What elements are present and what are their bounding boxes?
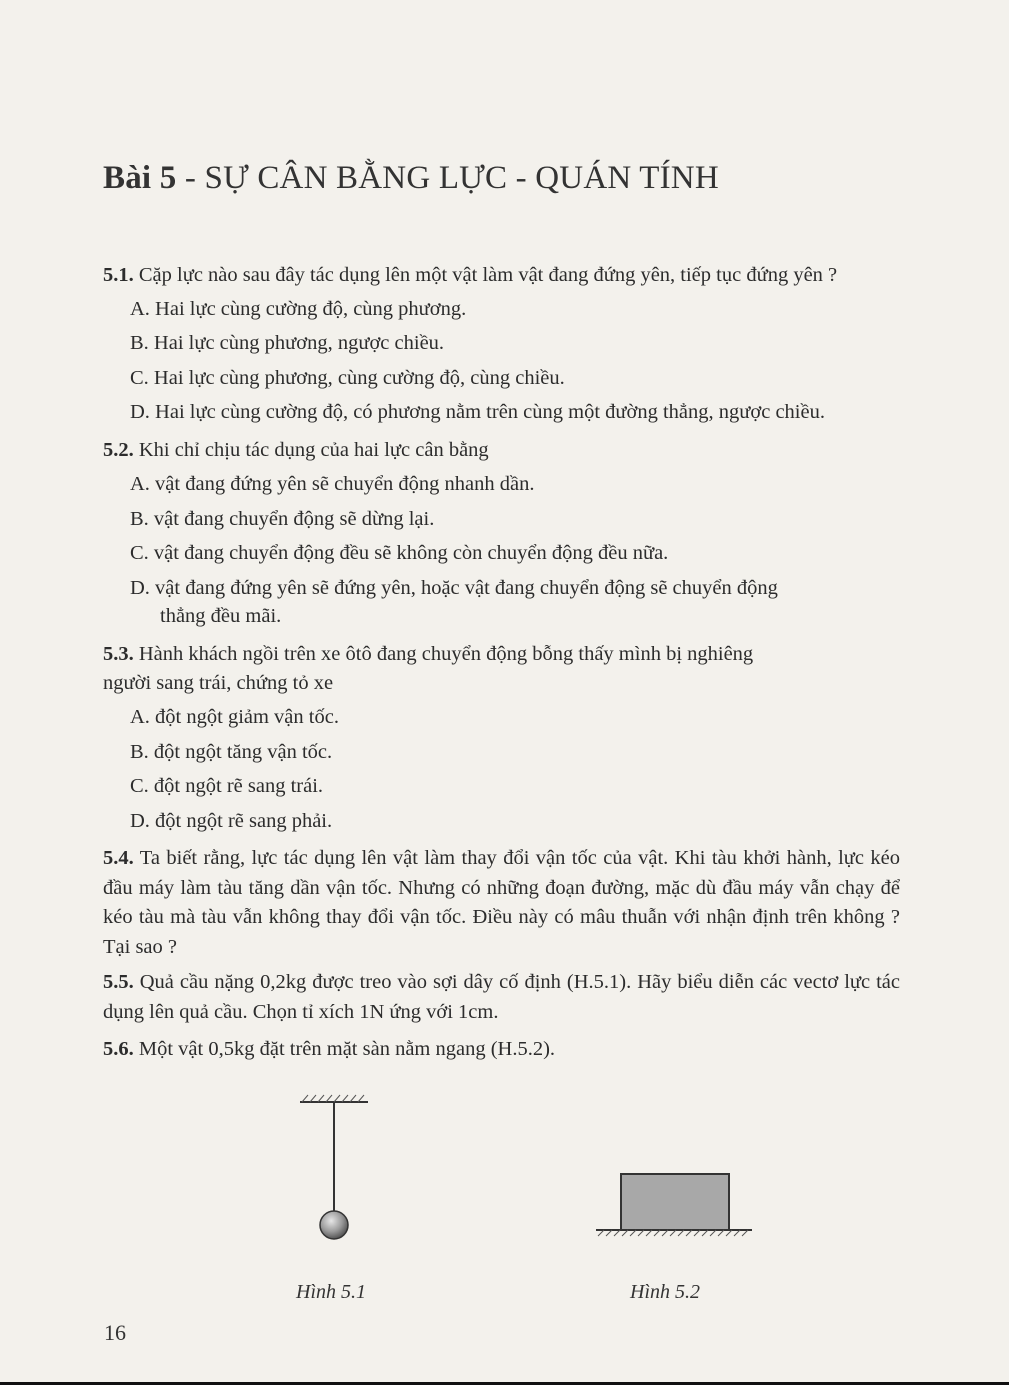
ball bbox=[320, 1211, 348, 1239]
block bbox=[621, 1174, 729, 1230]
question-5-6: 5.6. Một vật 0,5kg đặt trên mặt sàn nằm ngang (H.5.2). bbox=[103, 1038, 556, 1060]
floor bbox=[596, 1230, 752, 1236]
option-5-1-b: B. Hai lực cùng phương, ngược chiều. bbox=[130, 332, 445, 354]
lesson-number: Bài 5 bbox=[103, 160, 177, 196]
question-5-3-continued: người sang trái, chứng tỏ xe bbox=[103, 672, 334, 694]
figure-block-on-floor bbox=[592, 1170, 758, 1250]
option-5-1-a: A. Hai lực cùng cường độ, cùng phương. bbox=[130, 298, 467, 320]
option-5-2-c: C. vật đang chuyển động đều sẽ không còn chuyển động đều nữa. bbox=[130, 542, 669, 564]
lesson-title-text: SỰ CÂN BẰNG LỰC - QUÁN TÍNH bbox=[204, 160, 719, 196]
question-5-5: 5.5. Quả cầu nặng 0,2kg được treo vào sợi dây cố định (H.5.1). Hãy biểu diễn các vectơ lực tác dụng lên quả cầu. Chọn tỉ xích 1N ứng với 1cm. bbox=[103, 971, 900, 1023]
figure-5-2-caption: Hình 5.2 bbox=[630, 1281, 700, 1303]
option-5-1-d: D. Hai lực cùng cường độ, có phương nằm trên cùng một đường thẳng, ngược chiều. bbox=[130, 401, 825, 423]
question-5-4: 5.4. Ta biết rằng, lực tác dụng lên vật làm thay đổi vận tốc của vật. Khi tàu khởi hành, lực kéo đầu máy làm tàu tăng dần vận tốc. Nhưng có những đoạn đường, mặc dù đầu máy vẫn chạy để kéo tàu mà tàu vẫn không thay đổi vận tốc. Điều này có mâu thuẫn với nhận định trên không ? Tại sao ? bbox=[103, 847, 900, 958]
page-number: 16 bbox=[104, 1320, 126, 1345]
option-5-2-a: A. vật đang đứng yên sẽ chuyển động nhanh dần. bbox=[130, 473, 535, 495]
ceiling-support bbox=[300, 1095, 368, 1102]
option-5-3-b: B. đột ngột tăng vận tốc. bbox=[130, 741, 333, 763]
option-5-3-a: A. đột ngột giảm vận tốc. bbox=[130, 706, 339, 728]
option-5-2-d: D. vật đang đứng yên sẽ đứng yên, hoặc vật đang chuyển động sẽ chuyển động bbox=[130, 577, 778, 599]
option-5-3-d: D. đột ngột rẽ sang phải. bbox=[130, 810, 333, 832]
option-5-2-b: B. vật đang chuyển động sẽ dừng lại. bbox=[130, 508, 435, 530]
figure-5-1-caption: Hình 5.1 bbox=[296, 1281, 366, 1303]
option-5-1-c: C. Hai lực cùng phương, cùng cường độ, cùng chiều. bbox=[130, 367, 565, 389]
figure-hanging-ball bbox=[290, 1088, 380, 1248]
question-5-1: 5.1. Cặp lực nào sau đây tác dụng lên một vật làm vật đang đứng yên, tiếp tục đứng yên ? bbox=[103, 264, 838, 286]
lesson-title: Bài 5 - SỰ CÂN BẰNG LỰC - QUÁN TÍNH bbox=[103, 160, 719, 196]
question-5-3: 5.3. Hành khách ngồi trên xe ôtô đang chuyển động bỗng thấy mình bị nghiêng bbox=[103, 643, 754, 665]
option-5-2-d-continued: thẳng đều mãi. bbox=[160, 605, 282, 627]
option-5-3-c: C. đột ngột rẽ sang trái. bbox=[130, 775, 324, 797]
question-5-2: 5.2. Khi chỉ chịu tác dụng của hai lực cân bằng bbox=[103, 439, 489, 461]
